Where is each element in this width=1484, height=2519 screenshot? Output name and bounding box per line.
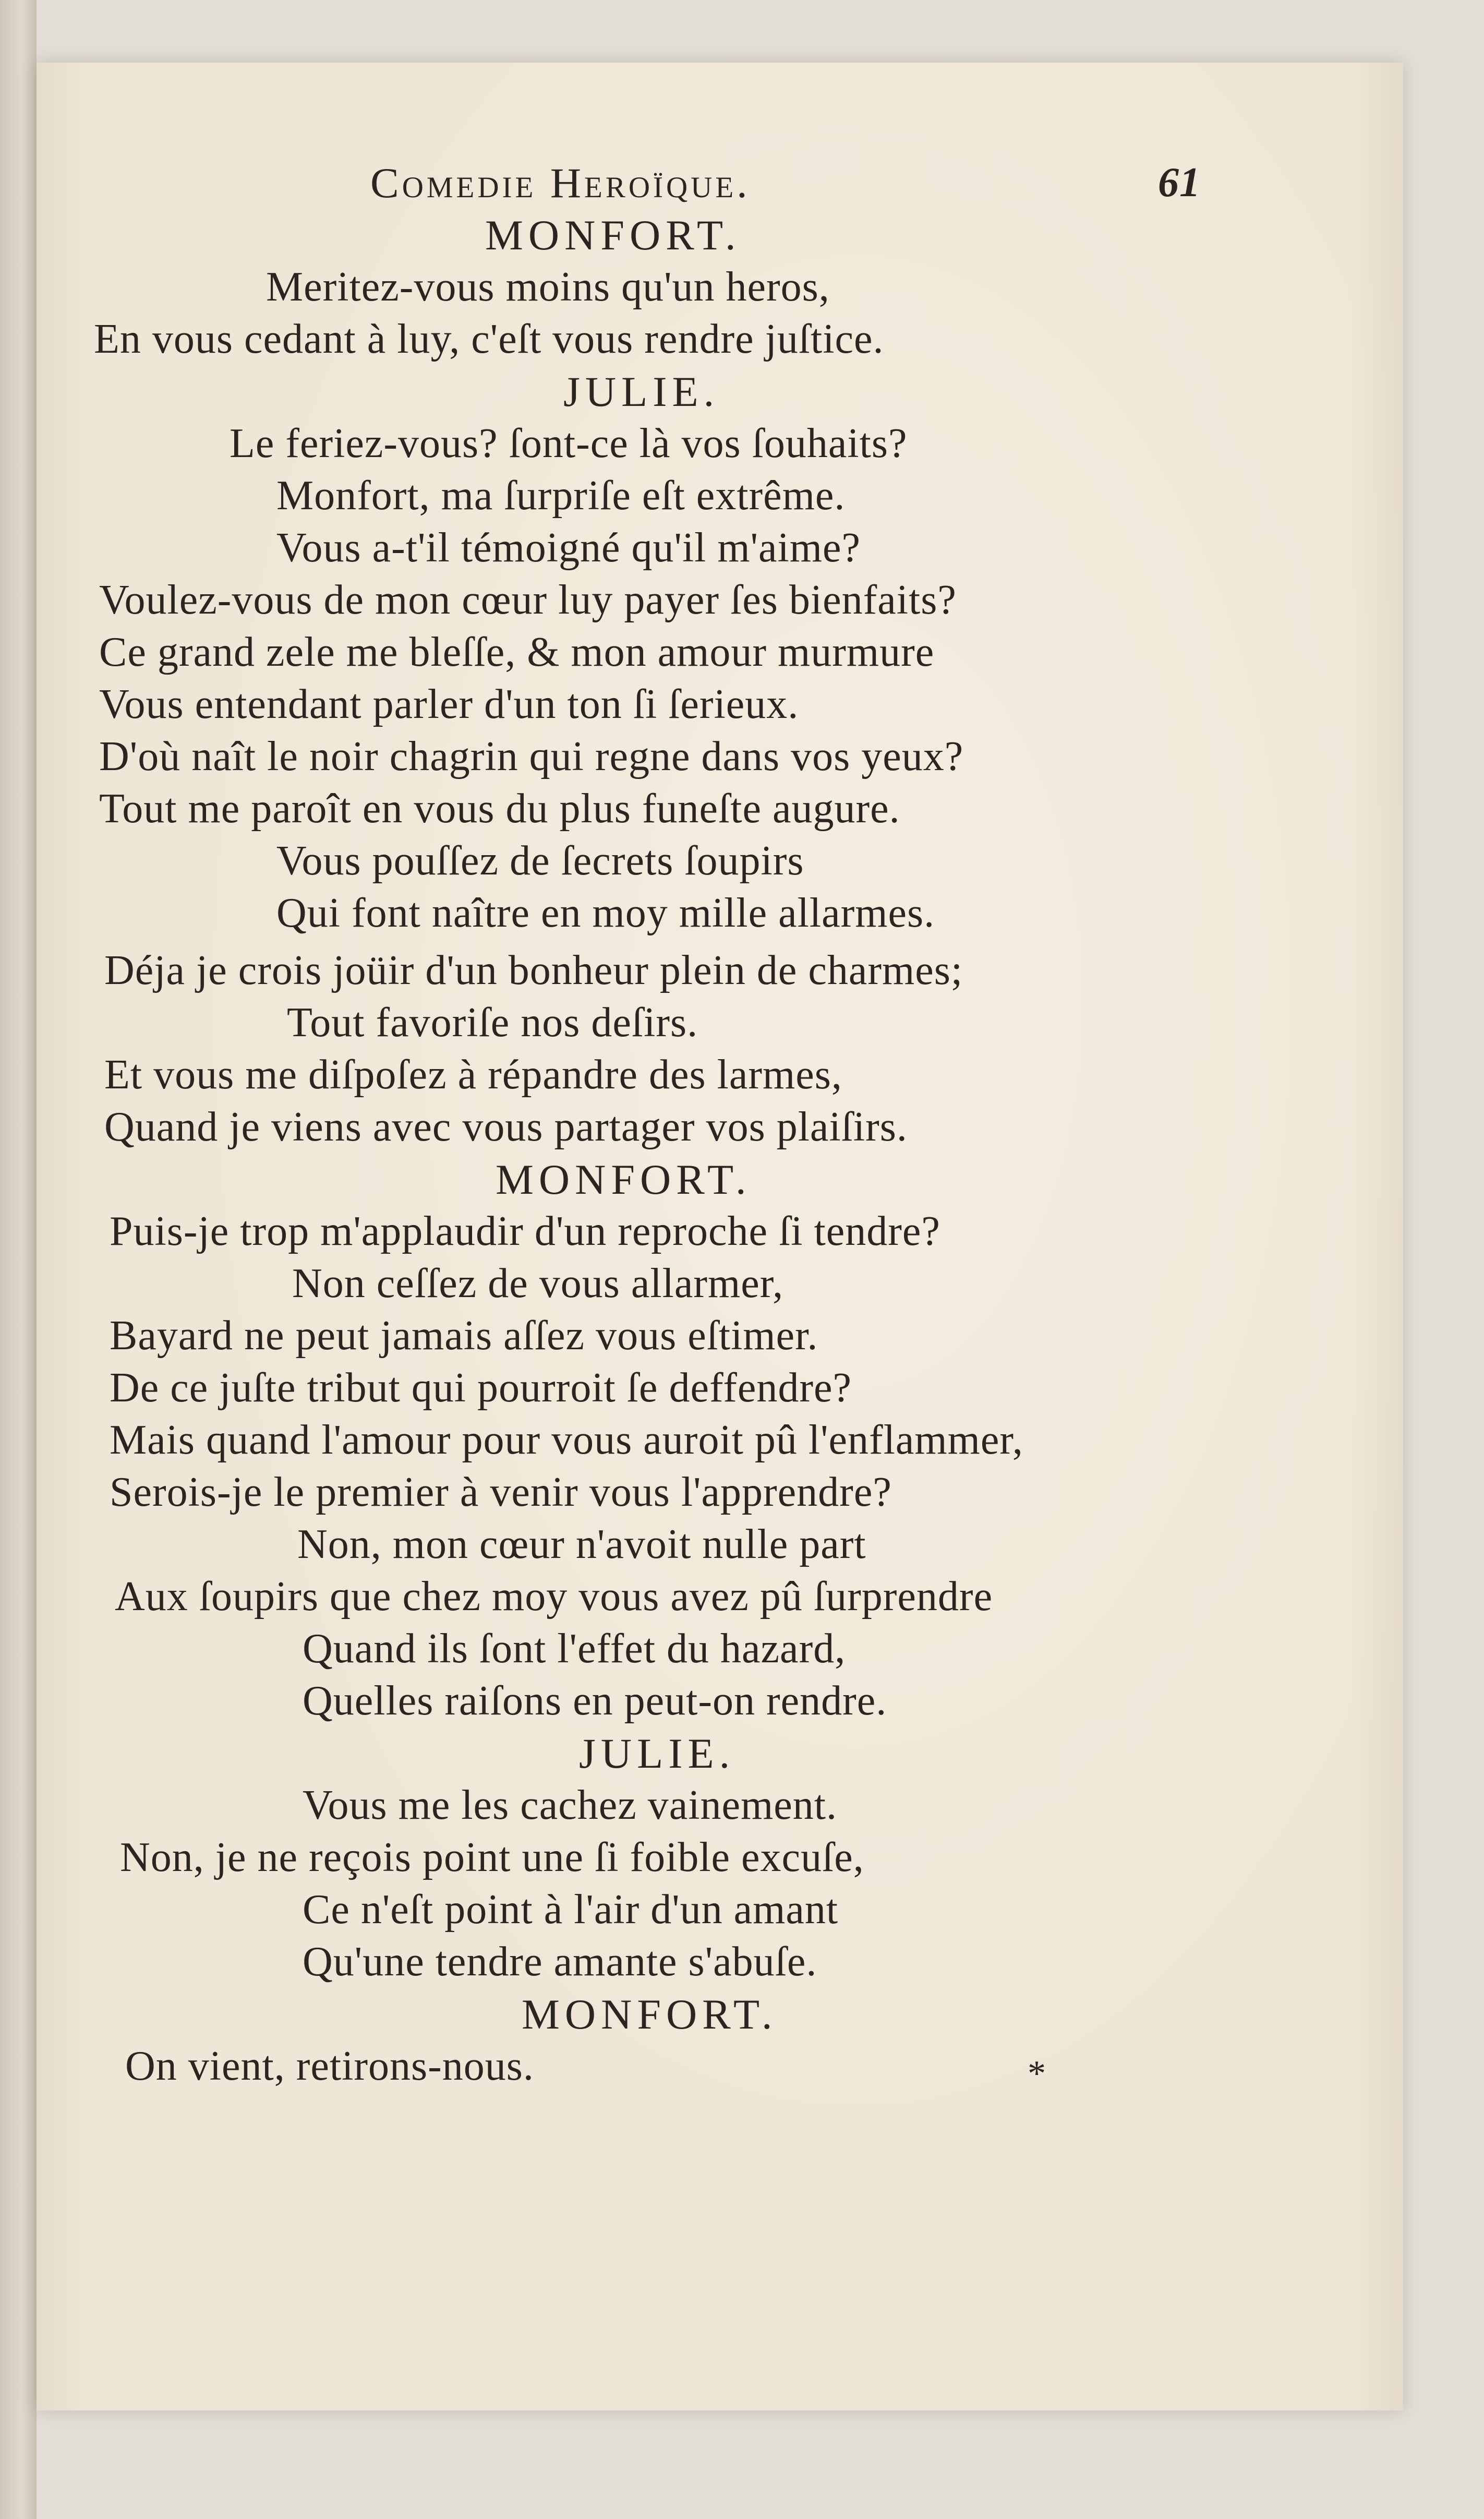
- verse-line: Vous pouſſez de ſecrets ſoupirs: [276, 838, 804, 884]
- verse-line: Tout favoriſe nos deſirs.: [287, 1000, 698, 1046]
- verse-line: Meritez-vous moins qu'un heros,: [266, 264, 830, 310]
- speaker-name: MONFORT.: [485, 211, 741, 259]
- verse-line: Serois-je le premier à venir vous l'apprendre?: [110, 1469, 892, 1515]
- verse-line: Ce n'eſt point à l'air d'un amant: [303, 1887, 839, 1933]
- verse-line: Le feriez-vous? ſont-ce là vos ſouhaits?: [230, 421, 908, 466]
- verse-line: Puis-je trop m'applaudir d'un reproche ſi tendre?: [110, 1208, 940, 1254]
- verse-line: Vous entendant parler d'un ton ſi ſerieux.: [99, 681, 799, 727]
- verse-line: Non ceſſez de vous allarmer,: [292, 1261, 784, 1306]
- speaker-name: JULIE.: [579, 1730, 735, 1777]
- verse-line: Mais quand l'amour pour vous auroit pû l'enflammer,: [110, 1417, 1023, 1463]
- verse-line: Quand je viens avec vous partager vos plaiſirs.: [104, 1104, 908, 1150]
- speaker-name: MONFORT.: [496, 1156, 752, 1203]
- verse-line: Bayard ne peut jamais aſſez vous eſtimer.: [110, 1313, 818, 1359]
- verse-line: Quelles raiſons en peut-on rendre.: [303, 1678, 887, 1724]
- book-page: [37, 63, 1403, 2410]
- verse-line: D'où naît le noir chagrin qui regne dans vos yeux?: [99, 734, 964, 779]
- verse-line: Aux ſoupirs que chez moy vous avez pû ſurprendre: [115, 1574, 993, 1620]
- verse-line: De ce juſte tribut qui pourroit ſe deffendre?: [110, 1365, 852, 1411]
- page-number: 61: [1158, 160, 1201, 206]
- previous-page-edge: [0, 0, 37, 2519]
- speaker-name: MONFORT.: [522, 1990, 778, 2038]
- verse-line: On vient, retirons-nous.: [125, 2043, 534, 2089]
- verse-line: Non, mon cœur n'avoit nulle part: [297, 1521, 866, 1567]
- speaker-name: JULIE.: [563, 368, 720, 415]
- running-title: Comedie Heroïque.: [370, 159, 751, 207]
- verse-line: Vous me les cachez vainement.: [303, 1782, 837, 1828]
- verse-line: Ce grand zele me bleſſe, & mon amour murmure: [99, 629, 935, 675]
- verse-line: Non, je ne reçois point une ſi foible excuſe,: [120, 1834, 864, 1880]
- verse-line: Voulez-vous de mon cœur luy payer ſes bienfaits?: [99, 577, 957, 623]
- verse-line: Tout me paroît en vous du plus funeſte augure.: [99, 786, 900, 832]
- verse-line: Qu'une tendre amante s'abuſe.: [303, 1939, 817, 1985]
- verse-line: Quand ils ſont l'effet du hazard,: [303, 1626, 846, 1672]
- signature-mark: *: [1028, 2054, 1046, 2094]
- verse-line: Qui font naître en moy mille allarmes.: [276, 890, 935, 936]
- verse-line: Déja je crois joüir d'un bonheur plein de charmes;: [104, 947, 963, 993]
- verse-line: Et vous me diſpoſez à répandre des larmes,: [104, 1052, 842, 1098]
- verse-line: En vous cedant à luy, c'eſt vous rendre juſtice.: [94, 316, 884, 362]
- verse-line: Vous a-t'il témoigné qu'il m'aime?: [276, 525, 861, 571]
- verse-line: Monfort, ma ſurpriſe eſt extrême.: [276, 473, 846, 519]
